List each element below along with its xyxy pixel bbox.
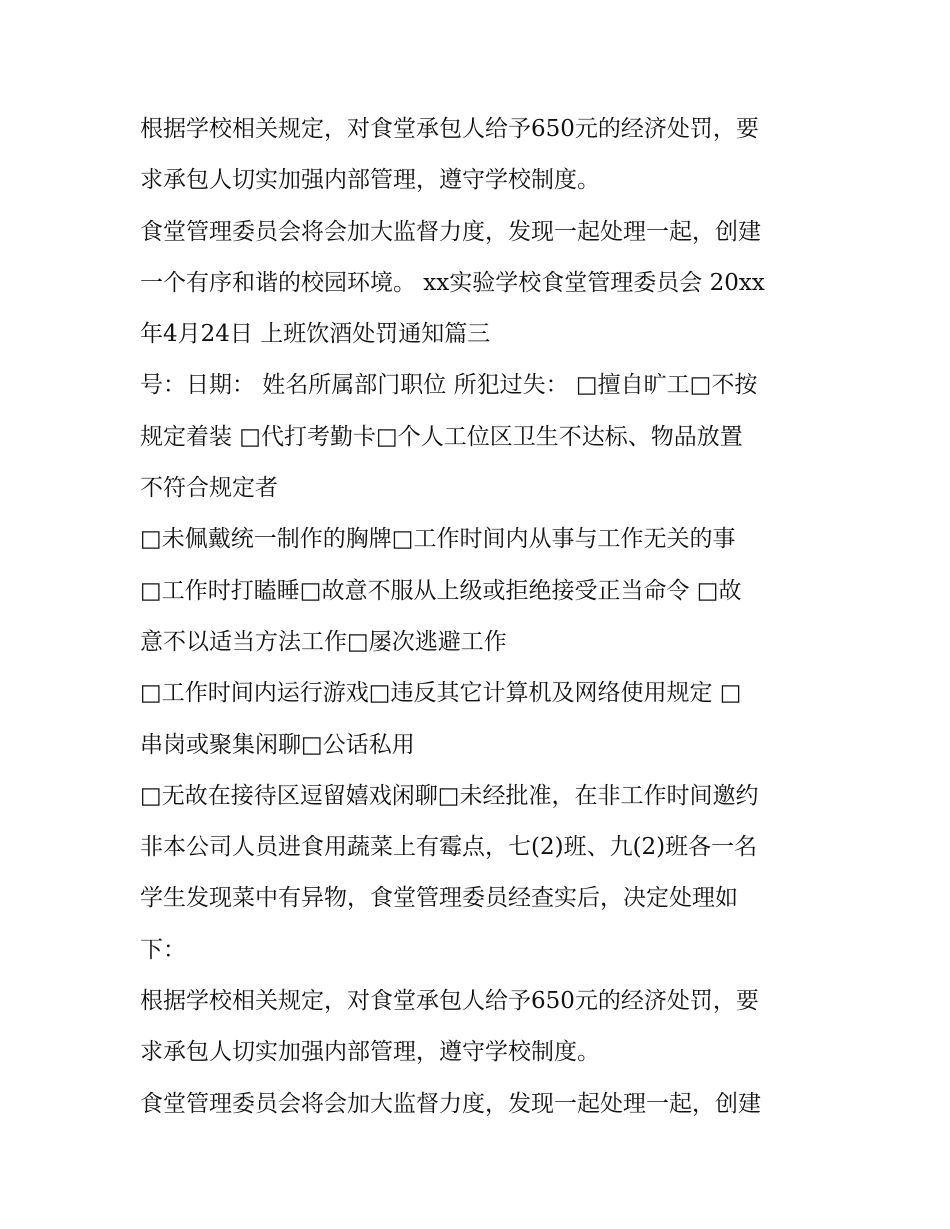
text-line: □工作时间内运行游戏□违反其它计算机及网络使用规定 □ <box>140 680 742 707</box>
text-line: 食堂管理委员会将会加大监督力度，发现一起处理一起，创建 <box>140 1090 761 1117</box>
text-line: □未佩戴统一制作的胸牌□工作时间内从事与工作无关的事 <box>140 526 736 553</box>
text-line: 求承包人切实加强内部管理，遵守学校制度。 <box>140 1039 600 1066</box>
text-line: 号：日期： 姓名所属部门职位 所犯过失： □擅自旷工□不按 <box>140 372 758 399</box>
text-line: 一个有序和谐的校园环境。 xx实验学校食堂管理委员会 20xx <box>140 269 765 296</box>
text-line: 根据学校相关规定，对食堂承包人给予650元的经济处罚，要 <box>140 116 759 142</box>
text-line: 年4月24日 上班饮酒处罚通知篇三 <box>140 321 491 348</box>
text-line: 规定着装 □代打考勤卡□个人工位区卫生不达标、物品放置 <box>140 423 743 450</box>
text-line: 求承包人切实加强内部管理，遵守学校制度。 <box>140 167 600 194</box>
text-line: 下： <box>140 936 186 963</box>
text-line: 学生发现菜中有异物，食堂管理委员经查实后，决定处理如 <box>140 885 738 912</box>
text-line: □工作时打瞌睡□故意不服从上级或拒绝接受正当命令 □故 <box>140 577 742 604</box>
text-line: 意不以适当方法工作□屡次逃避工作 <box>140 628 507 655</box>
text-line: □无故在接待区逗留嬉戏闲聊□未经批准，在非工作时间邀约 <box>140 782 759 809</box>
document-body <box>140 104 830 1130</box>
text-line: 串岗或聚集闲聊□公话私用 <box>140 731 415 758</box>
text-line: 非本公司人员进食用蔬菜上有霉点，七(2)班、九(2)班各一名 <box>140 834 758 861</box>
text-line: 根据学校相关规定，对食堂承包人给予650元的经济处罚，要 <box>140 988 759 1015</box>
text-line: 不符合规定者 <box>140 475 278 502</box>
text-line: 食堂管理委员会将会加大监督力度，发现一起处理一起，创建 <box>140 218 761 245</box>
